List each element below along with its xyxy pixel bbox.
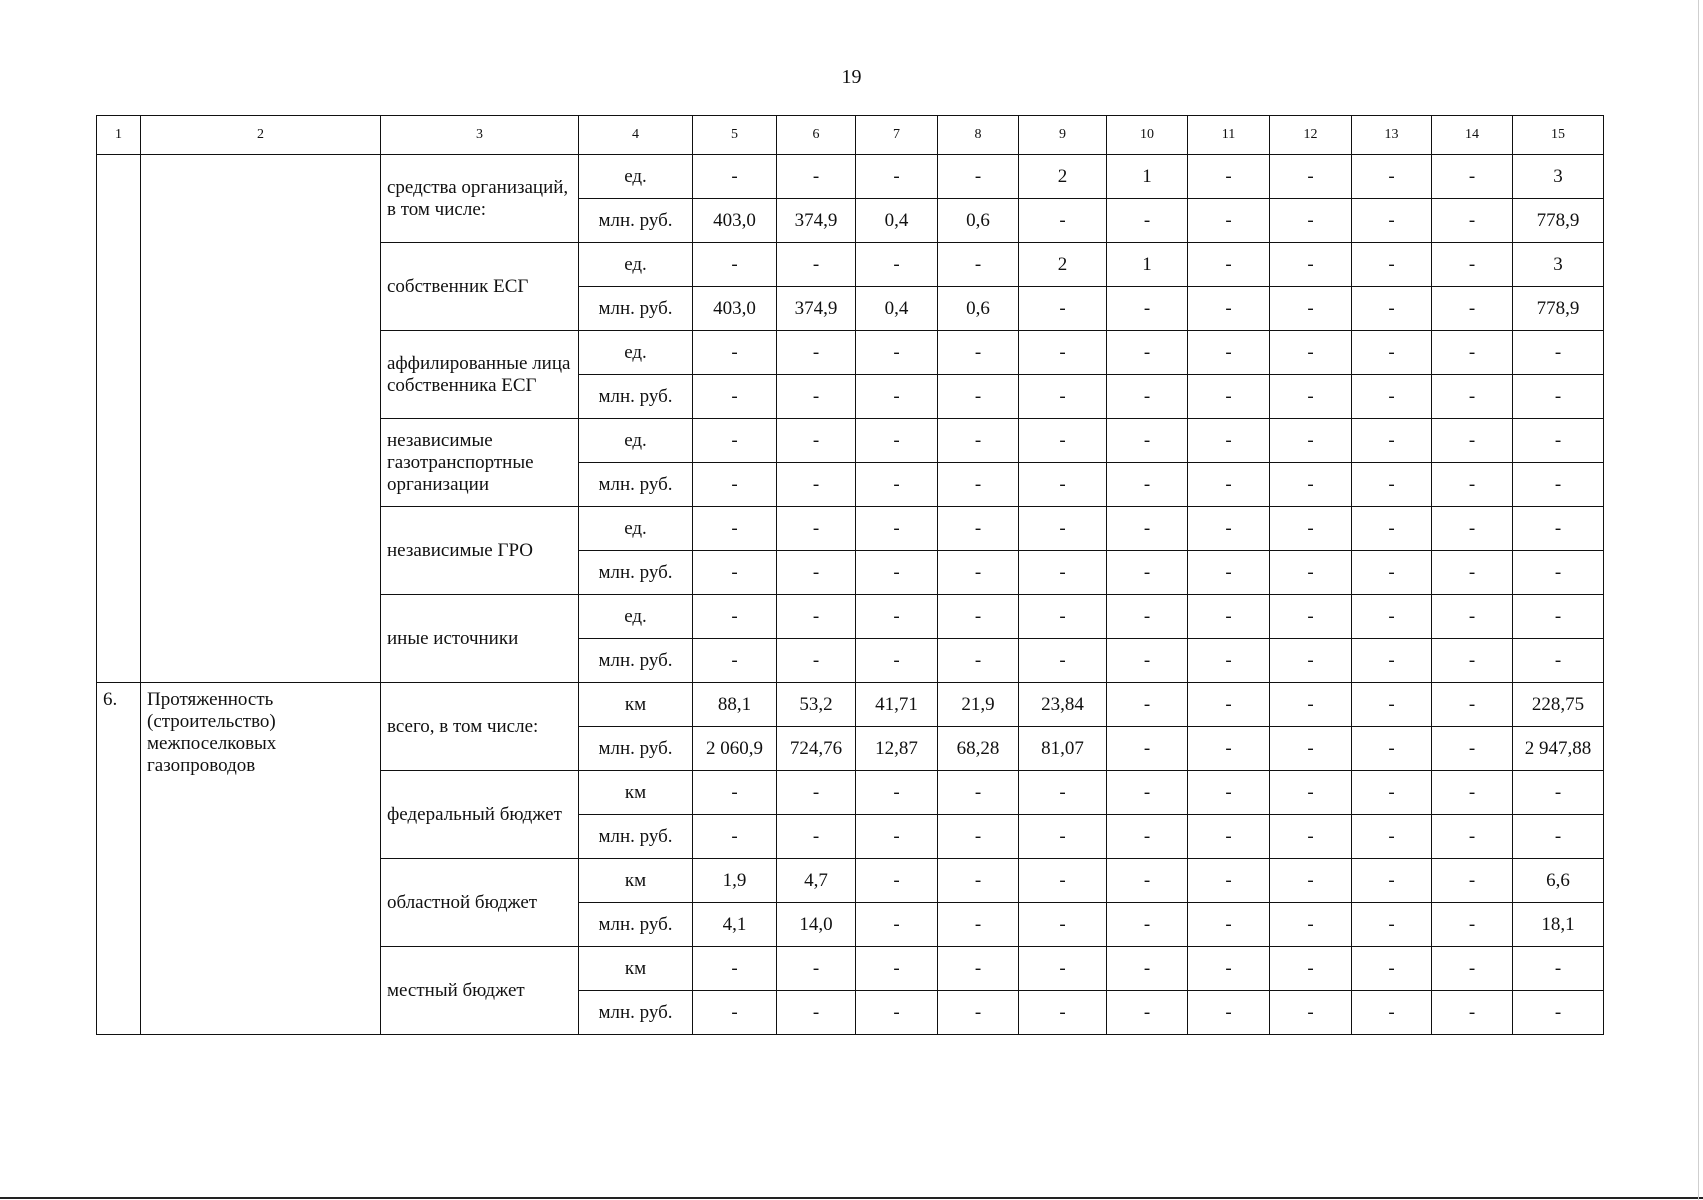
value-cell: - xyxy=(938,991,1019,1035)
value-cell: - xyxy=(1270,375,1352,419)
value-cell: - xyxy=(1513,991,1604,1035)
value-cell: - xyxy=(1432,771,1513,815)
value-cell: - xyxy=(1188,463,1270,507)
funding-source-label: независимые ГРО xyxy=(381,507,579,595)
value-cell: - xyxy=(1352,815,1432,859)
value-cell: - xyxy=(1352,199,1432,243)
value-cell: 81,07 xyxy=(1019,727,1107,771)
value-cell: 53,2 xyxy=(777,683,856,727)
value-cell: 1 xyxy=(1107,155,1188,199)
value-cell: - xyxy=(1188,639,1270,683)
value-cell: - xyxy=(777,507,856,551)
value-cell: - xyxy=(1432,639,1513,683)
value-cell: - xyxy=(1019,199,1107,243)
value-cell: - xyxy=(1188,375,1270,419)
value-cell: - xyxy=(693,595,777,639)
value-cell: - xyxy=(1513,507,1604,551)
column-header: 13 xyxy=(1352,116,1432,155)
value-cell: 4,1 xyxy=(693,903,777,947)
funding-source-label: средства организаций, в том числе: xyxy=(381,155,579,243)
value-cell: - xyxy=(1432,727,1513,771)
value-cell: - xyxy=(1270,991,1352,1035)
value-cell: - xyxy=(1188,991,1270,1035)
page-bottom-rule xyxy=(0,1197,1703,1199)
value-cell: - xyxy=(1270,331,1352,375)
value-cell: - xyxy=(1352,903,1432,947)
value-cell: - xyxy=(856,991,938,1035)
value-cell: - xyxy=(1019,815,1107,859)
value-cell: - xyxy=(1188,331,1270,375)
value-cell: - xyxy=(1270,419,1352,463)
value-cell: - xyxy=(938,463,1019,507)
value-cell: - xyxy=(1188,155,1270,199)
value-cell: - xyxy=(777,419,856,463)
value-cell: 778,9 xyxy=(1513,287,1604,331)
value-cell: - xyxy=(693,419,777,463)
value-cell: - xyxy=(1107,595,1188,639)
value-cell: - xyxy=(1432,903,1513,947)
value-cell: - xyxy=(1513,551,1604,595)
column-header: 7 xyxy=(856,116,938,155)
value-cell: 41,71 xyxy=(856,683,938,727)
value-cell: - xyxy=(1019,331,1107,375)
unit-cell: ед. xyxy=(579,243,693,287)
value-cell: - xyxy=(1270,639,1352,683)
funding-source-label: всего, в том числе: xyxy=(381,683,579,771)
value-cell: - xyxy=(1352,243,1432,287)
value-cell: - xyxy=(1432,859,1513,903)
value-cell: - xyxy=(1513,463,1604,507)
value-cell: - xyxy=(1107,947,1188,991)
value-cell: - xyxy=(1513,771,1604,815)
value-cell: - xyxy=(856,419,938,463)
value-cell: - xyxy=(938,859,1019,903)
value-cell: 374,9 xyxy=(777,199,856,243)
unit-cell: млн. руб. xyxy=(579,727,693,771)
value-cell: - xyxy=(1019,507,1107,551)
value-cell: - xyxy=(938,639,1019,683)
value-cell: 23,84 xyxy=(1019,683,1107,727)
value-cell: 12,87 xyxy=(856,727,938,771)
value-cell: - xyxy=(1270,595,1352,639)
value-cell: - xyxy=(777,991,856,1035)
value-cell: - xyxy=(938,595,1019,639)
value-cell: - xyxy=(777,947,856,991)
value-cell: - xyxy=(856,551,938,595)
value-cell: - xyxy=(938,903,1019,947)
unit-cell: км xyxy=(579,859,693,903)
value-cell: 778,9 xyxy=(1513,199,1604,243)
value-cell: 0,4 xyxy=(856,199,938,243)
value-cell: - xyxy=(1432,331,1513,375)
value-cell: - xyxy=(693,507,777,551)
funding-source-label: областной бюджет xyxy=(381,859,579,947)
value-cell: - xyxy=(1019,771,1107,815)
value-cell: - xyxy=(1352,287,1432,331)
value-cell: - xyxy=(938,331,1019,375)
value-cell: 374,9 xyxy=(777,287,856,331)
section-number: 6. xyxy=(97,683,141,1035)
value-cell: - xyxy=(1432,815,1513,859)
funding-source-label: собственник ЕСГ xyxy=(381,243,579,331)
section-number xyxy=(97,155,141,683)
value-cell: - xyxy=(777,463,856,507)
value-cell: - xyxy=(1188,947,1270,991)
value-cell: - xyxy=(1432,155,1513,199)
funding-source-label: аффилированные лица собственника ЕСГ xyxy=(381,331,579,419)
value-cell: 0,6 xyxy=(938,199,1019,243)
value-cell: - xyxy=(856,155,938,199)
value-cell: - xyxy=(938,155,1019,199)
value-cell: - xyxy=(777,331,856,375)
table-row xyxy=(97,683,1604,727)
value-cell: - xyxy=(1107,639,1188,683)
value-cell: - xyxy=(856,771,938,815)
unit-cell: млн. руб. xyxy=(579,375,693,419)
value-cell: - xyxy=(1188,771,1270,815)
value-cell: - xyxy=(693,639,777,683)
value-cell: - xyxy=(1019,375,1107,419)
unit-cell: млн. руб. xyxy=(579,903,693,947)
funding-source-label: иные источники xyxy=(381,595,579,683)
value-cell: - xyxy=(1432,507,1513,551)
value-cell: - xyxy=(1270,727,1352,771)
value-cell: - xyxy=(1352,507,1432,551)
value-cell: - xyxy=(856,903,938,947)
value-cell: 2 xyxy=(1019,155,1107,199)
value-cell: - xyxy=(1107,991,1188,1035)
value-cell: - xyxy=(1019,419,1107,463)
value-cell: - xyxy=(1513,815,1604,859)
value-cell: - xyxy=(1352,419,1432,463)
unit-cell: ед. xyxy=(579,155,693,199)
value-cell: - xyxy=(938,375,1019,419)
value-cell: - xyxy=(693,771,777,815)
section-title: Протяженность (строительство) межпоселковых газопроводов xyxy=(141,683,381,1035)
value-cell: - xyxy=(1432,683,1513,727)
value-cell: - xyxy=(1432,947,1513,991)
value-cell: - xyxy=(1513,375,1604,419)
value-cell: - xyxy=(1270,771,1352,815)
value-cell: - xyxy=(1352,947,1432,991)
value-cell: - xyxy=(777,595,856,639)
value-cell: - xyxy=(1188,903,1270,947)
value-cell: - xyxy=(1107,463,1188,507)
value-cell: - xyxy=(1270,903,1352,947)
value-cell: - xyxy=(1352,683,1432,727)
program-table xyxy=(96,115,1604,1035)
column-header: 3 xyxy=(381,116,579,155)
value-cell: - xyxy=(1019,947,1107,991)
unit-cell: млн. руб. xyxy=(579,815,693,859)
value-cell: - xyxy=(1432,287,1513,331)
value-cell: - xyxy=(777,243,856,287)
value-cell: - xyxy=(777,639,856,683)
column-header: 9 xyxy=(1019,116,1107,155)
value-cell: - xyxy=(1352,155,1432,199)
value-cell: - xyxy=(1188,507,1270,551)
value-cell: - xyxy=(1432,551,1513,595)
value-cell: - xyxy=(693,331,777,375)
value-cell: - xyxy=(1270,507,1352,551)
value-cell: - xyxy=(1107,507,1188,551)
value-cell: - xyxy=(856,947,938,991)
unit-cell: ед. xyxy=(579,507,693,551)
value-cell: - xyxy=(1107,375,1188,419)
value-cell: - xyxy=(1513,639,1604,683)
column-header: 12 xyxy=(1270,116,1352,155)
value-cell: - xyxy=(1513,419,1604,463)
value-cell: - xyxy=(1107,199,1188,243)
value-cell: - xyxy=(938,551,1019,595)
value-cell: 68,28 xyxy=(938,727,1019,771)
funding-source-label: местный бюджет xyxy=(381,947,579,1035)
column-header: 14 xyxy=(1432,116,1513,155)
value-cell: - xyxy=(1513,595,1604,639)
value-cell: 18,1 xyxy=(1513,903,1604,947)
value-cell: 2 947,88 xyxy=(1513,727,1604,771)
value-cell: - xyxy=(1270,947,1352,991)
value-cell: - xyxy=(777,375,856,419)
value-cell: - xyxy=(1188,815,1270,859)
scan-edge xyxy=(1698,0,1699,1200)
value-cell: 2 060,9 xyxy=(693,727,777,771)
value-cell: - xyxy=(693,155,777,199)
value-cell: - xyxy=(1352,771,1432,815)
value-cell: - xyxy=(1188,419,1270,463)
page-number: 19 xyxy=(841,66,862,88)
funding-source-label: независимые газотранспортные организации xyxy=(381,419,579,507)
value-cell: - xyxy=(1432,243,1513,287)
column-header: 15 xyxy=(1513,116,1604,155)
value-cell: - xyxy=(1352,331,1432,375)
value-cell: - xyxy=(1270,155,1352,199)
value-cell: - xyxy=(693,947,777,991)
value-cell: - xyxy=(938,947,1019,991)
value-cell: - xyxy=(1107,859,1188,903)
value-cell: - xyxy=(1188,727,1270,771)
value-cell: - xyxy=(1352,463,1432,507)
value-cell: 21,9 xyxy=(938,683,1019,727)
unit-cell: ед. xyxy=(579,331,693,375)
value-cell: 0,6 xyxy=(938,287,1019,331)
value-cell: - xyxy=(1188,683,1270,727)
value-cell: - xyxy=(693,815,777,859)
column-header: 10 xyxy=(1107,116,1188,155)
header-row xyxy=(97,116,1604,155)
value-cell: - xyxy=(1188,595,1270,639)
column-header: 8 xyxy=(938,116,1019,155)
value-cell: - xyxy=(856,331,938,375)
unit-cell: км xyxy=(579,683,693,727)
value-cell: - xyxy=(1270,551,1352,595)
value-cell: - xyxy=(938,243,1019,287)
value-cell: - xyxy=(938,771,1019,815)
value-cell: - xyxy=(1019,595,1107,639)
value-cell: - xyxy=(856,463,938,507)
column-header: 2 xyxy=(141,116,381,155)
value-cell: - xyxy=(1107,419,1188,463)
value-cell: - xyxy=(1188,287,1270,331)
value-cell: - xyxy=(1352,859,1432,903)
value-cell: - xyxy=(856,859,938,903)
unit-cell: млн. руб. xyxy=(579,551,693,595)
value-cell: - xyxy=(1107,727,1188,771)
value-cell: - xyxy=(1107,551,1188,595)
value-cell: - xyxy=(693,243,777,287)
value-cell: - xyxy=(856,243,938,287)
value-cell: 4,7 xyxy=(777,859,856,903)
column-header: 4 xyxy=(579,116,693,155)
value-cell: - xyxy=(1107,287,1188,331)
unit-cell: ед. xyxy=(579,419,693,463)
value-cell: - xyxy=(1107,903,1188,947)
value-cell: 3 xyxy=(1513,155,1604,199)
value-cell: - xyxy=(1270,815,1352,859)
value-cell: - xyxy=(777,771,856,815)
value-cell: 403,0 xyxy=(693,199,777,243)
value-cell: - xyxy=(1432,199,1513,243)
value-cell: 6,6 xyxy=(1513,859,1604,903)
value-cell: - xyxy=(856,507,938,551)
value-cell: - xyxy=(1019,287,1107,331)
unit-cell: млн. руб. xyxy=(579,287,693,331)
value-cell: 2 xyxy=(1019,243,1107,287)
column-header: 5 xyxy=(693,116,777,155)
value-cell: - xyxy=(1270,287,1352,331)
value-cell: - xyxy=(1513,331,1604,375)
value-cell: - xyxy=(1188,243,1270,287)
value-cell: - xyxy=(1019,859,1107,903)
section-title xyxy=(141,155,381,683)
value-cell: - xyxy=(1270,199,1352,243)
value-cell: - xyxy=(1188,199,1270,243)
value-cell: - xyxy=(1188,859,1270,903)
value-cell: - xyxy=(1188,551,1270,595)
value-cell: 88,1 xyxy=(693,683,777,727)
value-cell: - xyxy=(1432,419,1513,463)
value-cell: - xyxy=(1019,639,1107,683)
value-cell: - xyxy=(777,155,856,199)
value-cell: - xyxy=(1019,903,1107,947)
unit-cell: млн. руб. xyxy=(579,463,693,507)
funding-source-label: федеральный бюджет xyxy=(381,771,579,859)
value-cell: - xyxy=(856,595,938,639)
value-cell: - xyxy=(693,463,777,507)
value-cell: - xyxy=(1352,375,1432,419)
value-cell: - xyxy=(1270,463,1352,507)
unit-cell: млн. руб. xyxy=(579,199,693,243)
value-cell: - xyxy=(856,639,938,683)
unit-cell: км xyxy=(579,947,693,991)
value-cell: - xyxy=(1352,551,1432,595)
value-cell: 403,0 xyxy=(693,287,777,331)
value-cell: - xyxy=(1432,991,1513,1035)
column-header: 1 xyxy=(97,116,141,155)
value-cell: - xyxy=(1513,947,1604,991)
value-cell: - xyxy=(693,375,777,419)
value-cell: - xyxy=(1352,727,1432,771)
value-cell: - xyxy=(693,991,777,1035)
value-cell: 0,4 xyxy=(856,287,938,331)
value-cell: - xyxy=(1107,771,1188,815)
table-row xyxy=(97,155,1604,199)
value-cell: 1 xyxy=(1107,243,1188,287)
value-cell: 3 xyxy=(1513,243,1604,287)
value-cell: - xyxy=(1432,375,1513,419)
value-cell: - xyxy=(1352,639,1432,683)
value-cell: - xyxy=(693,551,777,595)
value-cell: - xyxy=(1352,595,1432,639)
value-cell: - xyxy=(1270,859,1352,903)
value-cell: - xyxy=(938,419,1019,463)
value-cell: - xyxy=(1270,683,1352,727)
value-cell: 724,76 xyxy=(777,727,856,771)
value-cell: - xyxy=(1019,991,1107,1035)
value-cell: - xyxy=(856,375,938,419)
value-cell: - xyxy=(938,507,1019,551)
value-cell: - xyxy=(1432,595,1513,639)
value-cell: 228,75 xyxy=(1513,683,1604,727)
value-cell: - xyxy=(1107,815,1188,859)
value-cell: - xyxy=(1019,463,1107,507)
unit-cell: ед. xyxy=(579,595,693,639)
value-cell: - xyxy=(1107,683,1188,727)
value-cell: - xyxy=(1270,243,1352,287)
value-cell: - xyxy=(777,551,856,595)
unit-cell: млн. руб. xyxy=(579,639,693,683)
value-cell: - xyxy=(1107,331,1188,375)
value-cell: 14,0 xyxy=(777,903,856,947)
unit-cell: млн. руб. xyxy=(579,991,693,1035)
value-cell: - xyxy=(1019,551,1107,595)
value-cell: - xyxy=(1352,991,1432,1035)
value-cell: - xyxy=(777,815,856,859)
value-cell: 1,9 xyxy=(693,859,777,903)
value-cell: - xyxy=(1432,463,1513,507)
column-header: 6 xyxy=(777,116,856,155)
value-cell: - xyxy=(938,815,1019,859)
value-cell: - xyxy=(856,815,938,859)
unit-cell: км xyxy=(579,771,693,815)
column-header: 11 xyxy=(1188,116,1270,155)
